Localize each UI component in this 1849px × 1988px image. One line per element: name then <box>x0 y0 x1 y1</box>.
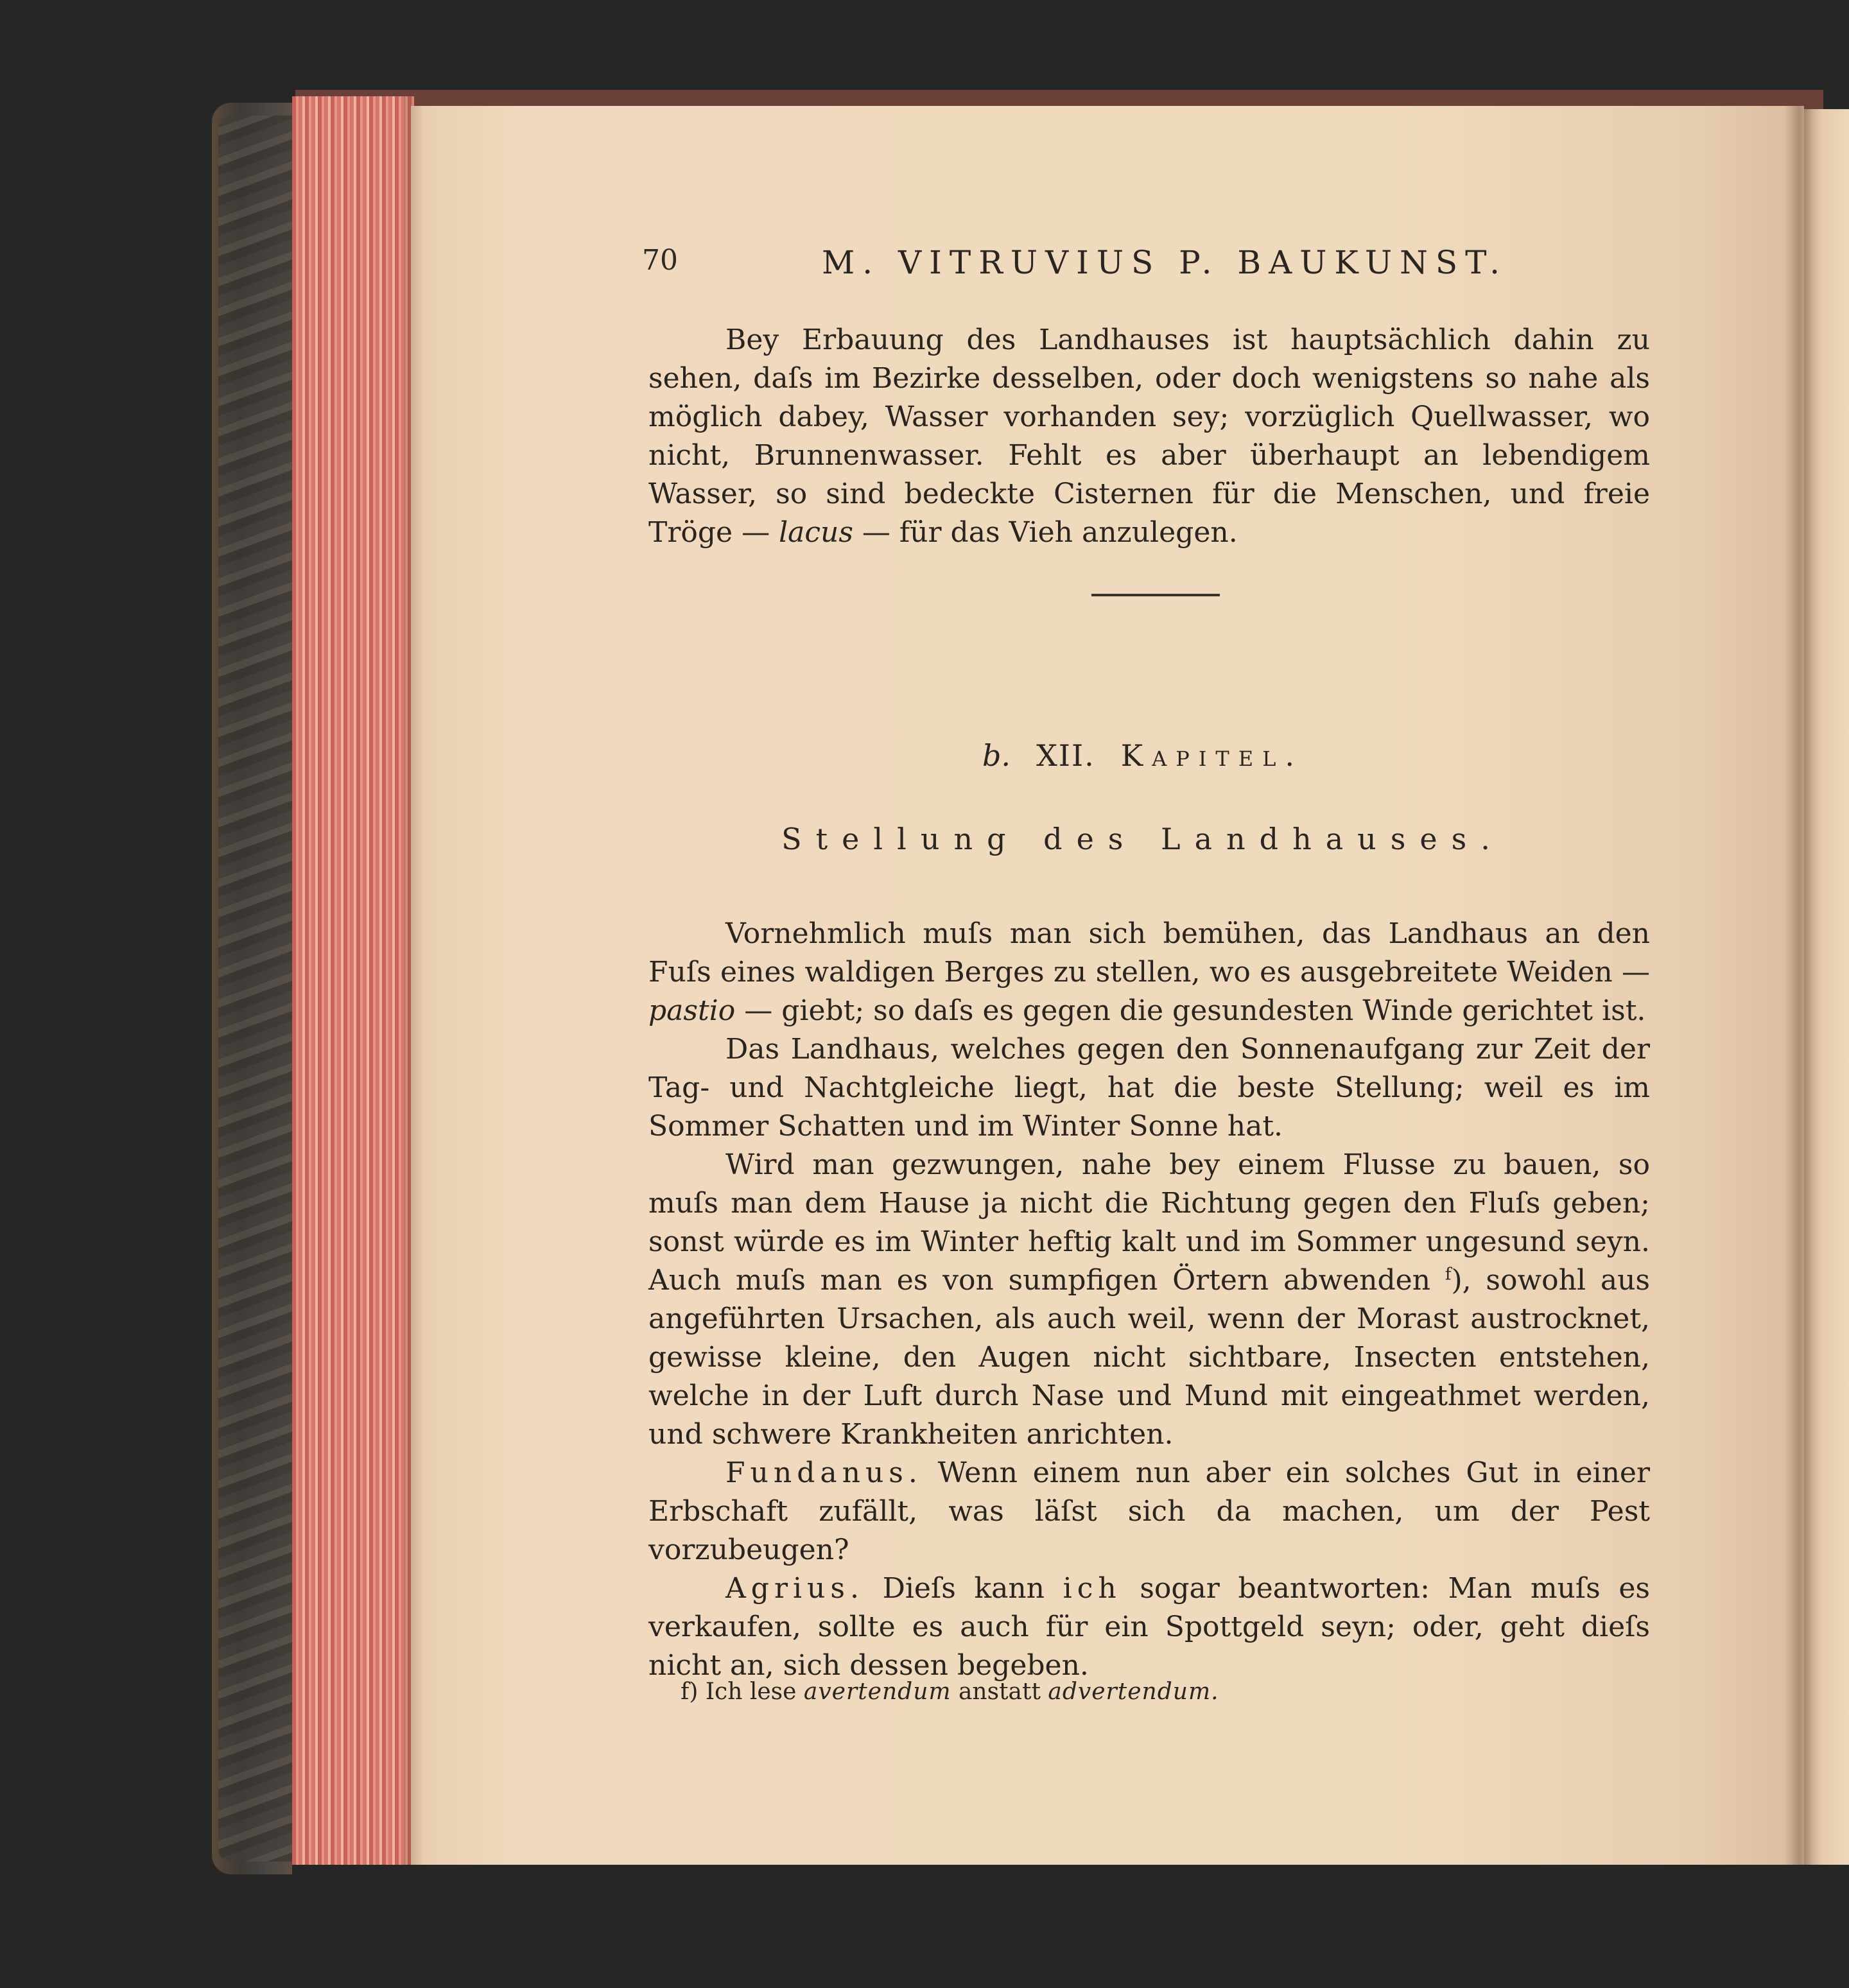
page-number: 70 <box>642 244 678 277</box>
text-run: Wenn einem nun aber ein solches Gut in einer Erbschaft zufällt, was läſst sich da machen, um der Pest vorzubeugen? <box>648 1456 1650 1566</box>
running-title: M. VITRUVIUS P. BAUKUNST. <box>822 244 1508 281</box>
page-header <box>642 244 1669 289</box>
text-run: — für das Vieh anzulegen. <box>853 516 1238 549</box>
chapter-subtitle: Stellung des Landhauses. <box>781 822 1504 856</box>
main-text-block <box>648 915 1650 1685</box>
text-run: Ich lese <box>698 1679 804 1705</box>
text-run: anstatt <box>951 1679 1048 1705</box>
text-run: Vornehmlich muſs man sich bemühen, das Landhaus an den Fuſs eines waldigen Berges zu stellen, wo es ausgebreitete Weiden — <box>648 917 1650 989</box>
text-run: Bey Erbauung des Landhauses ist hauptsächlich dahin zu sehen, daſs im Bezirke desselben, oder doch wenigstens so nahe als möglich dabey, Wasser vorhanden sey; vorzüglich Quellwasser, wo nicht, Brunnenwasser. Fehlt es aber überhaupt an lebendigem Wasser, so sind bedeckte Cisternen für die Menschen, und freie Tröge — <box>648 324 1650 549</box>
footnote-marker: f <box>1445 1265 1452 1284</box>
italic-term: advertendum. <box>1048 1679 1219 1705</box>
footnote-mark: f) <box>681 1679 699 1705</box>
red-page-edges <box>292 96 414 1868</box>
chapter-heading <box>642 738 1644 773</box>
text-run: — giebt; so daſs es gegen die gesundesten Winde gerichtet ist. <box>735 994 1646 1027</box>
paragraph-3 <box>648 1146 1650 1454</box>
footnote <box>681 1679 1644 1705</box>
paragraph-2: Das Landhaus, welches gegen den Sonnenaufgang zur Zeit der Tag- und Nachtgleiche liegt, hat die beste Stellung; weil es im Sommer Schatten und im Winter Sonne hat. <box>648 1033 1650 1143</box>
paragraph-water <box>648 321 1650 552</box>
text-run: sogar beantworten: Man muſs es verkaufen, sollte es auch für ein Spottgeld seyn; oder, geht dieſs nicht an, sich dessen begeben. <box>648 1572 1650 1682</box>
edge-shadow <box>404 96 424 1868</box>
emphasis: ich <box>1063 1572 1122 1605</box>
section-divider <box>1091 594 1220 596</box>
speaker-name: Fundanus. <box>725 1456 923 1489</box>
top-paragraph-block <box>648 321 1650 552</box>
italic-term: lacus <box>779 516 853 549</box>
page-gutter <box>1785 106 1814 1868</box>
paragraph-5 <box>648 1569 1650 1685</box>
paragraph-4 <box>648 1454 1650 1569</box>
background-bottom <box>292 1865 1849 1988</box>
italic-term: avertendum <box>803 1679 951 1705</box>
chapter-number: XII. <box>1036 738 1095 773</box>
marbled-cover-texture <box>218 116 295 1862</box>
text-run: Dieſs kann <box>864 1572 1063 1605</box>
italic-term: pastio <box>648 994 736 1027</box>
text-run: Wird man gezwungen, nahe bey einem Flusse zu bauen, so muſs man dem Hause ja nicht die Richtung gegen den Fluſs geben; sonst würde es im Winter heftig kalt und im Sommer ungesund seyn. Auch muſs man es von sumpfigen Örtern abwenden <box>648 1148 1650 1297</box>
text-run: ), sowohl aus angeführten Ursachen, als auch weil, wenn der Morast austrocknet, gewisse kleine, den Augen nicht sichtbare, Insecten entstehen, welche in der Luft durch Nase und Mund mit eingeathmet werden, und schwere Krankheiten anrichten. <box>648 1264 1650 1451</box>
chapter-word: Kapitel. <box>1120 738 1304 773</box>
chapter-prefix: b. <box>982 738 1011 773</box>
speaker-name: Agrius. <box>725 1572 864 1605</box>
paragraph-1 <box>648 915 1650 1030</box>
